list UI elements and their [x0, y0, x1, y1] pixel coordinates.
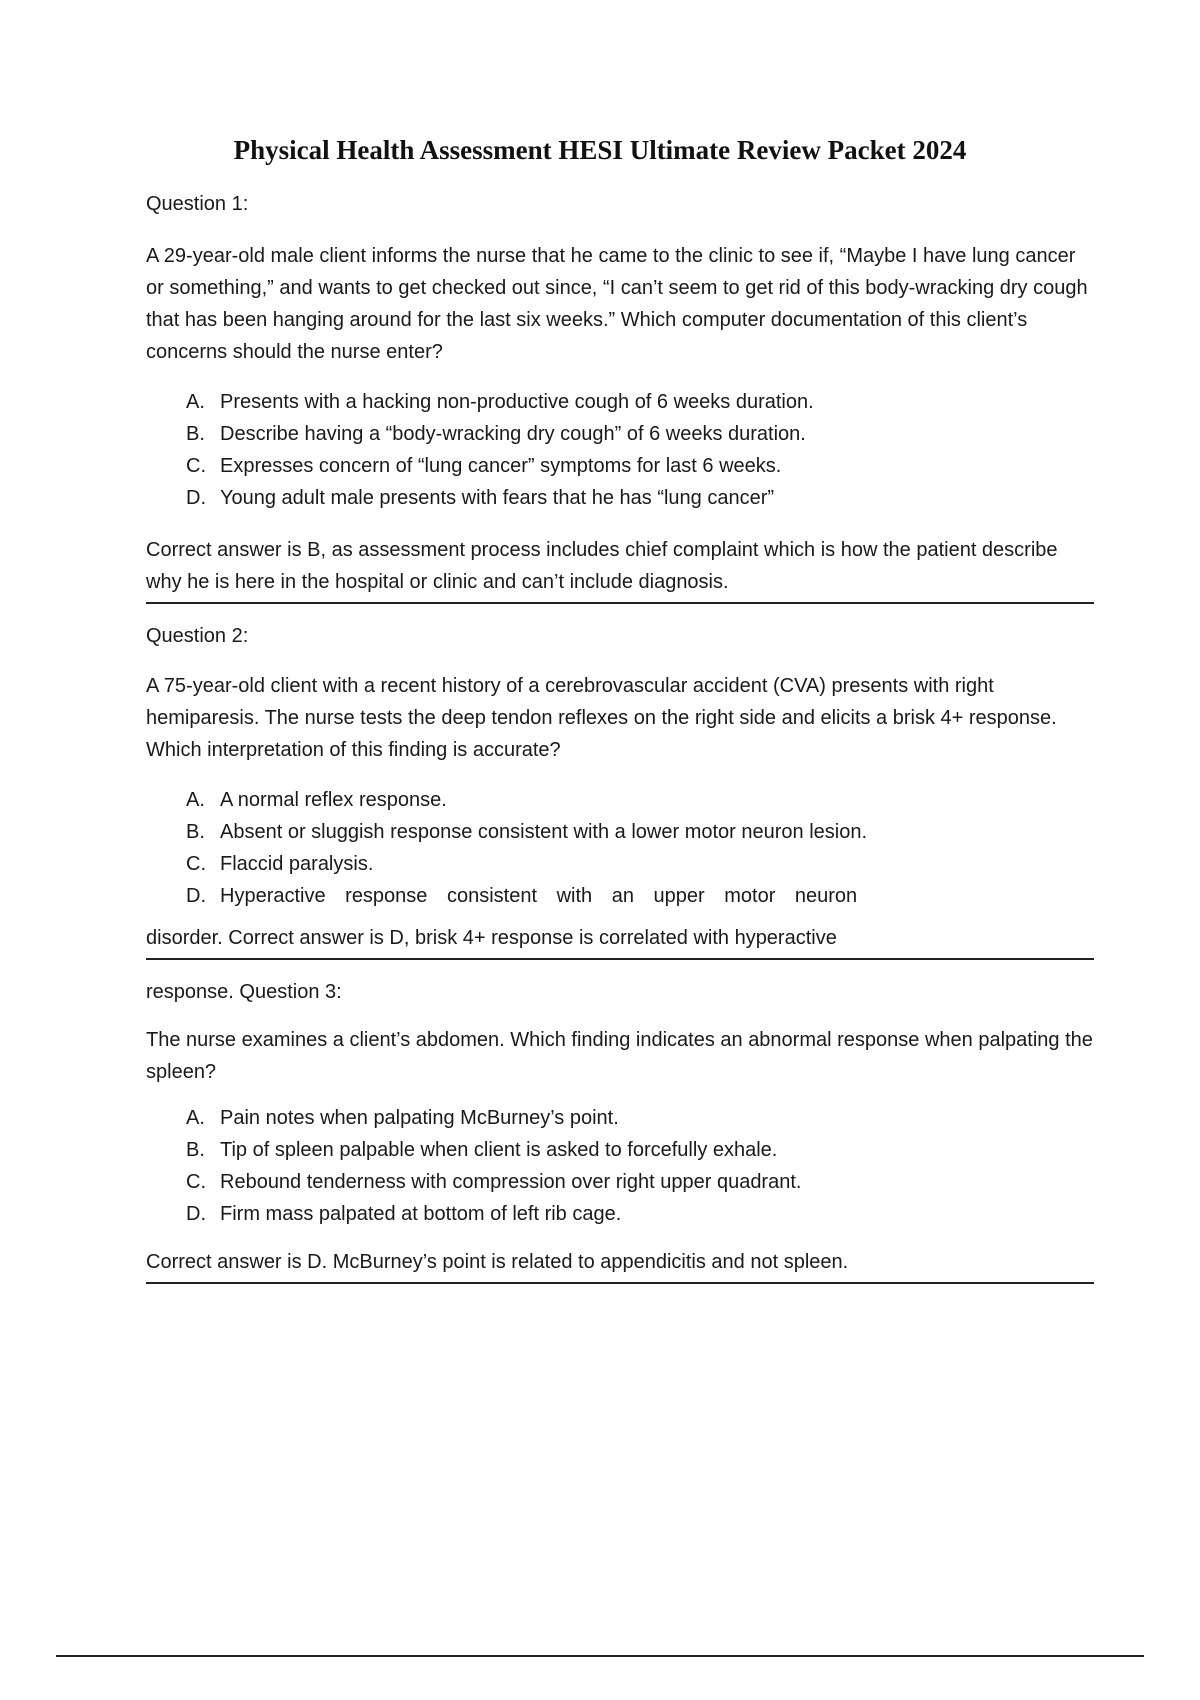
option-text: Firm mass palpated at bottom of left rib cage.: [220, 1203, 622, 1225]
question-2-stem: A 75-year-old client with a recent history of a cerebrovascular accident (CVA) presents with right hemiparesis. The nurse tests the deep tendon reflexes on the right side and elicits a brisk 4+ response. Which interpretation of this finding is accurate?: [146, 675, 1057, 761]
option-letter: B.: [186, 423, 205, 445]
question-1-option-d: [186, 482, 1094, 514]
option-text: Flaccid paralysis.: [220, 853, 374, 875]
option-text: Hyperactive response consistent with an upper motor neuron: [220, 885, 858, 907]
question-3-stem: The nurse examines a client’s abdomen. Which finding indicates an abnormal response when palpating the spleen?: [146, 1029, 1093, 1083]
question-1: [146, 190, 1094, 604]
option-text: Presents with a hacking non-productive cough of 6 weeks duration.: [220, 391, 814, 413]
section-divider: [146, 602, 1094, 604]
question-1-stem: A 29-year-old male client informs the nurse that he came to the clinic to see if, “Maybe I have lung cancer or something,” and wants to get checked out since, “I can’t seem to get rid of this body-wracking dry cough that has been hanging around for the last six weeks.” Which computer documentation of this client’s concerns should the nurse enter?: [146, 245, 1088, 363]
question-3-option-b: [186, 1134, 1094, 1166]
question-3-heading: response. Question 3:: [146, 981, 342, 1003]
option-letter: A.: [186, 391, 205, 413]
section-divider: [146, 958, 1094, 960]
footer-divider: [56, 1655, 1144, 1657]
option-letter: A.: [186, 789, 205, 811]
question-1-options: [146, 386, 1094, 514]
option-letter: C.: [186, 1171, 206, 1193]
option-text: Tip of spleen palpable when client is asked to forcefully exhale.: [220, 1139, 778, 1161]
option-letter: C.: [186, 853, 206, 875]
question-2-option-b: [186, 816, 1094, 848]
document-body: [146, 190, 1094, 1284]
option-letter: A.: [186, 1107, 205, 1129]
question-1-answer: Correct answer is B, as assessment process includes chief complaint which is how the patient describe why he is here in the hospital or clinic and can’t include diagnosis.: [146, 539, 1058, 593]
question-3: [146, 978, 1094, 1284]
question-1-option-c: [186, 450, 1094, 482]
option-letter: B.: [186, 1139, 205, 1161]
option-text: Describe having a “body-wracking dry cough” of 6 weeks duration.: [220, 423, 806, 445]
question-1-option-b: [186, 418, 1094, 450]
question-2-heading: Question 2:: [146, 625, 249, 647]
document-title: Physical Health Assessment HESI Ultimate Review Packet 2024: [233, 135, 967, 165]
option-text: Rebound tenderness with compression over right upper quadrant.: [220, 1171, 802, 1193]
option-letter: D.: [186, 1203, 206, 1225]
question-3-option-d: [186, 1198, 1094, 1230]
option-letter: B.: [186, 821, 205, 843]
option-letter: D.: [186, 885, 206, 907]
option-letter: D.: [186, 487, 206, 509]
option-letter: C.: [186, 455, 206, 477]
question-2: [146, 622, 1094, 960]
option-text: Absent or sluggish response consistent with a lower motor neuron lesion.: [220, 821, 868, 843]
question-1-option-a: [186, 386, 1094, 418]
option-text: Expresses concern of “lung cancer” symptoms for last 6 weeks.: [220, 455, 782, 477]
question-2-option-c: [186, 848, 1094, 880]
option-text: Young adult male presents with fears that he has “lung cancer”: [220, 487, 775, 509]
option-text: Pain notes when palpating McBurney’s point.: [220, 1107, 619, 1129]
question-2-options: [146, 784, 1094, 912]
question-3-option-c: [186, 1166, 1094, 1198]
question-3-options: [146, 1102, 1094, 1230]
question-2-option-d: [186, 880, 1094, 912]
section-divider: [146, 1282, 1094, 1284]
question-1-heading: Question 1:: [146, 193, 249, 215]
question-2-answer: disorder. Correct answer is D, brisk 4+ response is correlated with hyperactive: [146, 927, 837, 949]
question-2-option-a: [186, 784, 1094, 816]
question-3-option-a: [186, 1102, 1094, 1134]
question-3-answer: Correct answer is D. McBurney’s point is related to appendicitis and not spleen.: [146, 1251, 849, 1273]
option-text: A normal reflex response.: [220, 789, 447, 811]
